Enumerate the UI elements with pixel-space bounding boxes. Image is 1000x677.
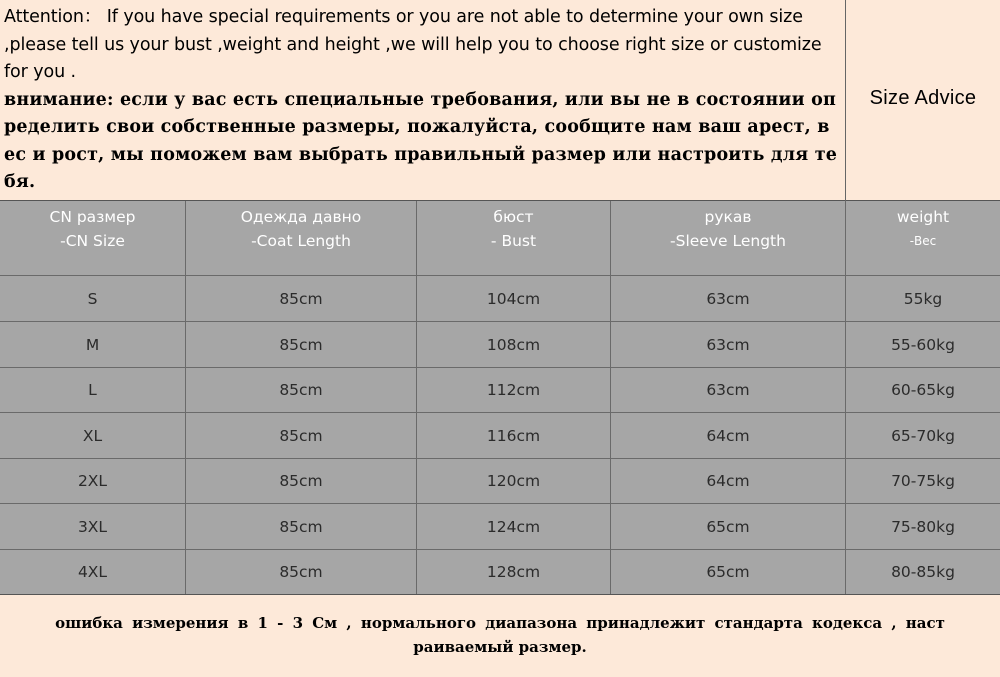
cell-sleeve-length: 64cm	[611, 459, 846, 503]
cell-weight: 55-60kg	[891, 335, 955, 354]
table-row	[0, 459, 1000, 504]
cell-weight: 55kg	[903, 289, 943, 308]
cell-size: M	[0, 322, 186, 367]
notice-ru-line-2: ределить свои собственные размеры, пожалуйста, сообщите нам ваш арест, в	[4, 117, 830, 137]
cell-size: 4XL	[0, 550, 186, 594]
cell-coat-length: 85cm	[186, 459, 417, 503]
footer-line-2: раиваемый размер.	[413, 638, 587, 656]
header-sleeve-length-ru: рукав	[704, 208, 752, 226]
notice-en-line-2: ,please tell us your bust ,weight and height ,we will help you to choose right size or customize	[4, 34, 822, 55]
cell-bust: 112cm	[417, 368, 611, 412]
header-coat-length-ru: Одежда давно	[240, 208, 362, 226]
cell-coat-length: 85cm	[186, 504, 417, 549]
cell-weight: 60-65kg	[891, 381, 955, 399]
cell-sleeve-length: 63cm	[611, 322, 846, 367]
footer-line-1: ошибка измерения в 1 - 3 См , нормального диапазона принадлежит стандарта кодекса , наст	[55, 614, 945, 632]
cell-size: XL	[0, 413, 186, 458]
cell-coat-length: 85cm	[186, 368, 417, 412]
cell-coat-length: 85cm	[186, 276, 417, 321]
cell-sleeve-length: 65cm	[611, 550, 846, 594]
cell-bust: 120cm	[417, 459, 611, 503]
notice-ru-line-4: бя.	[4, 172, 36, 192]
cell-bust: 128cm	[417, 550, 611, 594]
table-header-row	[0, 201, 1000, 276]
table-row	[0, 413, 1000, 459]
cell-bust: 108cm	[417, 322, 611, 367]
header-sleeve-length-en: -Sleeve Length	[670, 232, 786, 250]
notice-en-line-1: Attention： If you have special requirements or you are not able to determine your own size	[4, 7, 803, 27]
header-weight-ru: -Вес	[909, 234, 937, 248]
notice-en-line-3: for you .	[4, 62, 77, 82]
header-cn-size-en: -CN Size	[60, 232, 125, 250]
header-cn-size	[0, 201, 186, 275]
cell-bust: 124cm	[417, 504, 611, 549]
cell-size: L	[0, 368, 186, 412]
cell-sleeve-length: 63cm	[611, 368, 846, 412]
cell-size: S	[0, 276, 186, 321]
cell-coat-length: 85cm	[186, 550, 417, 594]
header-coat-length	[186, 201, 417, 275]
cell-weight: 65-70kg	[891, 426, 955, 445]
header-bust	[417, 201, 611, 275]
notice-ru-line-1: внимание: если у вас есть специальные требования, или вы не в состоянии оп	[4, 89, 836, 110]
cell-sleeve-length: 65cm	[611, 504, 846, 549]
size-table	[0, 201, 1000, 594]
cell-bust: 104cm	[417, 276, 611, 321]
header-cn-size-ru: CN размер	[49, 208, 136, 226]
header-sleeve-length	[611, 201, 846, 275]
cell-bust: 116cm	[417, 413, 611, 458]
header-weight	[846, 201, 1000, 275]
cell-coat-length: 85cm	[186, 413, 417, 458]
measurement-error-note	[0, 594, 1000, 677]
cell-size: 3XL	[0, 504, 186, 549]
table-row	[0, 504, 1000, 550]
notice-ru-line-3: ес и рост, мы поможем вам выбрать правильный размер или настроить для те	[4, 144, 838, 165]
cell-weight: 80-85kg	[891, 563, 955, 581]
cell-weight: 75-80kg	[891, 517, 955, 536]
size-advice-label: Size Advice	[869, 87, 977, 109]
cell-sleeve-length: 63cm	[611, 276, 846, 321]
table-row	[0, 368, 1000, 413]
notice-text	[4, 4, 842, 197]
header-bust-en: - Bust	[490, 232, 537, 250]
header-coat-length-en: -Coat Length	[251, 232, 351, 250]
table-row	[0, 322, 1000, 368]
header-weight-en: weight	[896, 208, 950, 226]
cell-sleeve-length: 64cm	[611, 413, 846, 458]
table-row	[0, 276, 1000, 322]
cell-weight: 70-75kg	[891, 472, 955, 490]
cell-coat-length: 85cm	[186, 322, 417, 367]
attention-block	[0, 0, 1000, 201]
table-row	[0, 550, 1000, 594]
header-bust-ru: бюст	[493, 208, 534, 226]
cell-size: 2XL	[0, 459, 186, 503]
